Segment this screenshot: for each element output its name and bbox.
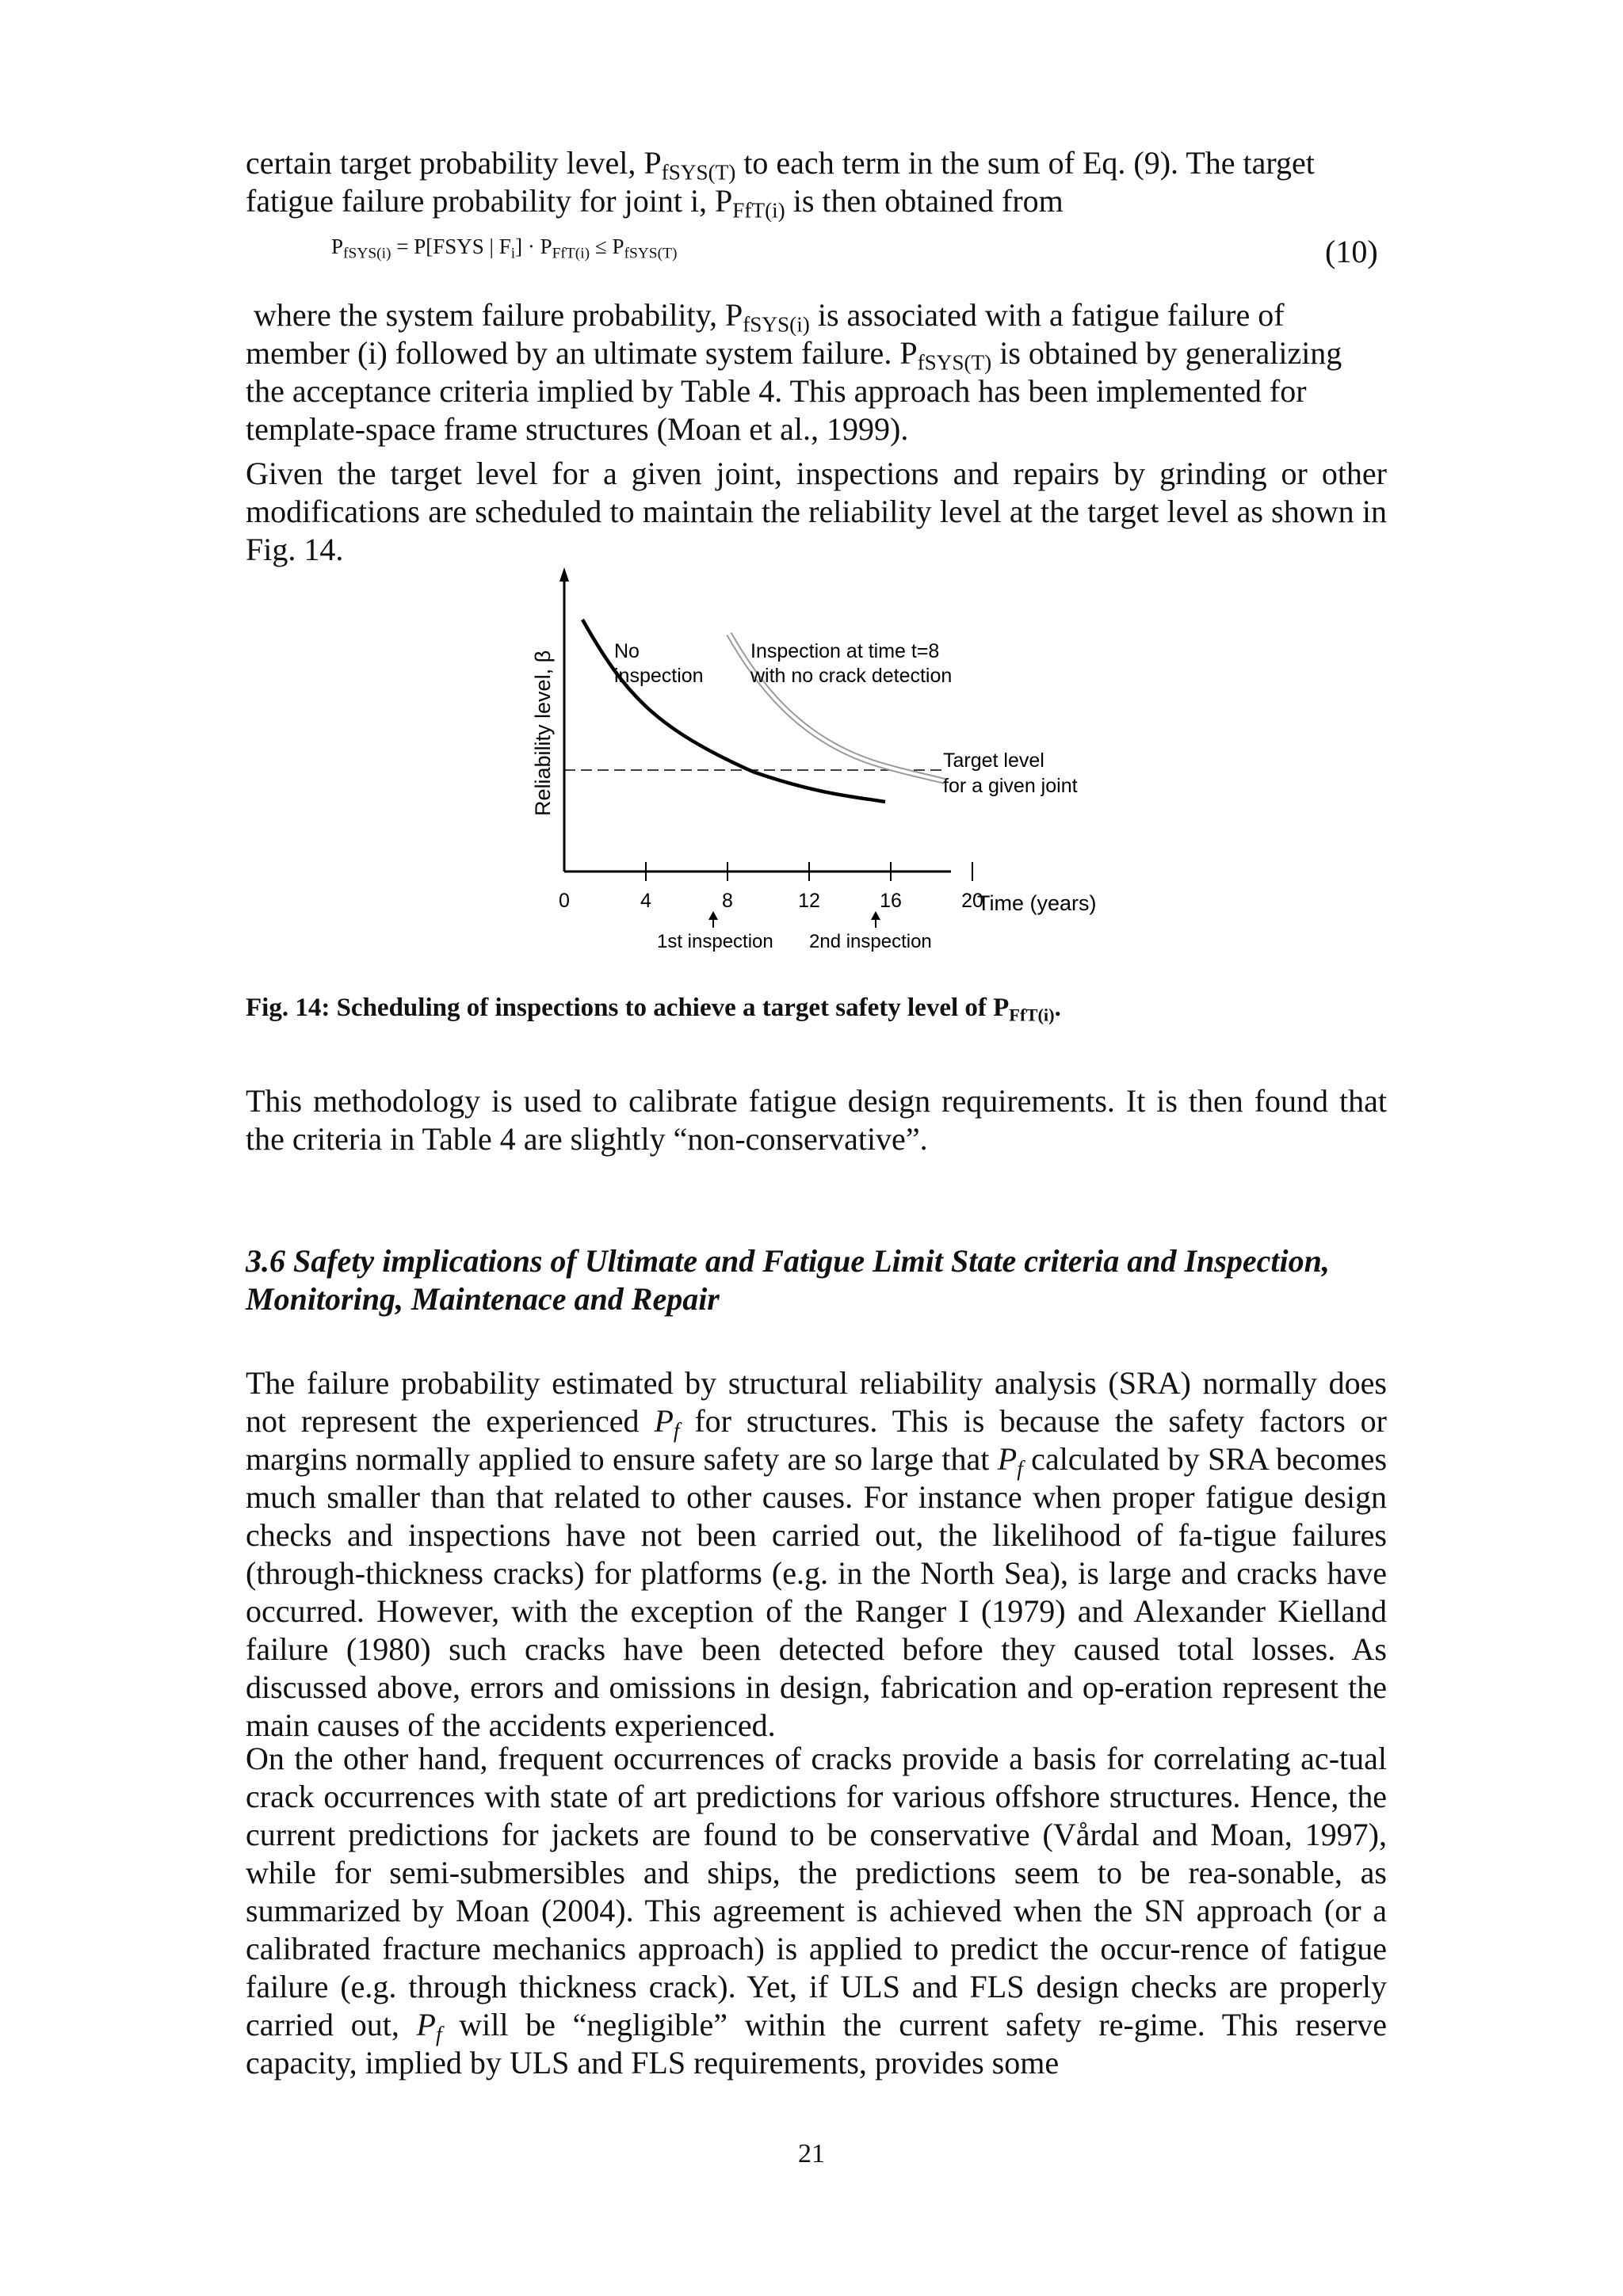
figure-caption: Fig. 14: Scheduling of inspections to achieve a target safety level of $P_{FfT(i)}$. xyxy=(246,994,1061,1025)
paragraph-system-failure: where the system failure probability, $P_{fSYS(i)}$ is associated with a fatigue failure of member (i) followed by an ultimate system failure. $P_{fSYS(T)}$ is obtained by generalizing the acceptance criteria implied by Table 4. This approach has been implemented for template-space frame structures (Moan et al., 1999). xyxy=(246,297,1342,447)
y-axis-arrow xyxy=(559,567,569,582)
first-inspection-label: 1st inspection xyxy=(657,931,773,952)
second-inspection-arrowhead xyxy=(871,911,880,920)
label-no-inspection-1: No xyxy=(614,640,640,662)
second-inspection-label: 2nd inspection xyxy=(809,931,932,952)
label-no-inspection-2: inspection xyxy=(614,665,704,687)
x-axis-label: Time (years) xyxy=(977,891,1097,915)
intro-text: to each term in the sum of Eq. (9). The target xyxy=(735,145,1315,181)
x-tick-label: 16 xyxy=(880,890,902,912)
y-axis-label: Reliability level, β xyxy=(531,650,555,816)
paragraph-crack-occurrences: On the other hand, frequent occurrences of cracks provide a basis for correlating ac-tual crack occurrences with state of art predictions for various offshore structures. Hence, the current predictions for jackets are found to be conservative (Vårdal and Moan, 1997), while for semi-submersibles and ships, the predictions seem to be rea-sonable, as summarized by Moan (2004). This agreement is achieved when the SN approach (or a calibrated fracture mechanics approach) is applied to predict the occur-rence of fatigue failure (e.g. through thickness crack). Yet, if ULS and FLS design checks are properly carried out, $P_f$ will be “negligible” within the current safety re-gime. This reserve capacity, implied by ULS and FLS requirements, provides some xyxy=(246,1741,1387,2081)
equation-number: (10) xyxy=(1325,234,1378,269)
x-tick-label: 0 xyxy=(559,890,570,912)
paragraph-methodology: This methodology is used to calibrate fatigue design requirements. It is then found that the criteria in Table 4 are slightly “non-conservative”. xyxy=(246,1083,1387,1157)
first-inspection-arrowhead xyxy=(708,911,718,920)
intro-text: certain target probability level, P xyxy=(246,145,662,181)
page-number: 21 xyxy=(798,2139,825,2168)
subscript: fSYS(T) xyxy=(661,160,736,185)
label-target-1: Target level xyxy=(943,749,1044,772)
x-tick-label: 20 xyxy=(961,890,983,912)
intro-text: fatigue failure probability for joint i, P xyxy=(246,183,733,219)
x-tick-label: 8 xyxy=(722,890,733,912)
label-inspection-2: with no crack detection xyxy=(750,665,953,687)
paragraph-failure-probability: The failure probability estimated by structural reliability analysis (SRA) normally does not represent the experienced $P_f$ for structures. This is because the safety factors or margins normally applied to ensure safety are so large that $P_f$ calculated by SRA becomes much smaller than that related to other causes. For instance when proper fatigue design checks and inspections have not been carried out, the likelihood of fa-tigue failures (through-thickness cracks) for platforms (e.g. in the North Sea), is large and cracks have occurred. However, with the exception of the Ranger I (1979) and Alexander Kielland failure (1980) such cracks have been detected before they caused total losses. As discussed above, errors and omissions in design, fabrication and op-eration represent the main causes of the accidents experienced. xyxy=(246,1365,1388,1743)
label-target-2: for a given joint xyxy=(943,775,1078,797)
subscript: FfT(i) xyxy=(732,198,785,223)
x-tick-label: 4 xyxy=(640,890,651,912)
x-ticks xyxy=(559,862,983,912)
equation-10: $P_{fSYS(i)}$ = P[FSYS | $F_i] \cdot P_{FfT(i)} \le P_{fSYS(T)}$ xyxy=(331,235,678,262)
paragraph-target-level: Given the target level for a given joint, inspections and repairs by grinding or other modifications are scheduled to maintain the reliability level at the target level as shown in Fig. 14. xyxy=(246,456,1387,567)
label-inspection-1: Inspection at time t=8 xyxy=(750,640,940,662)
x-tick-label: 12 xyxy=(798,890,820,912)
section-heading: 3.6 Safety implications of Ultimate and Fatigue Limit State criteria and Inspection, Monitoring, Maintenace and Repair xyxy=(246,1243,1330,1317)
intro-text: is then obtained from xyxy=(785,183,1064,219)
